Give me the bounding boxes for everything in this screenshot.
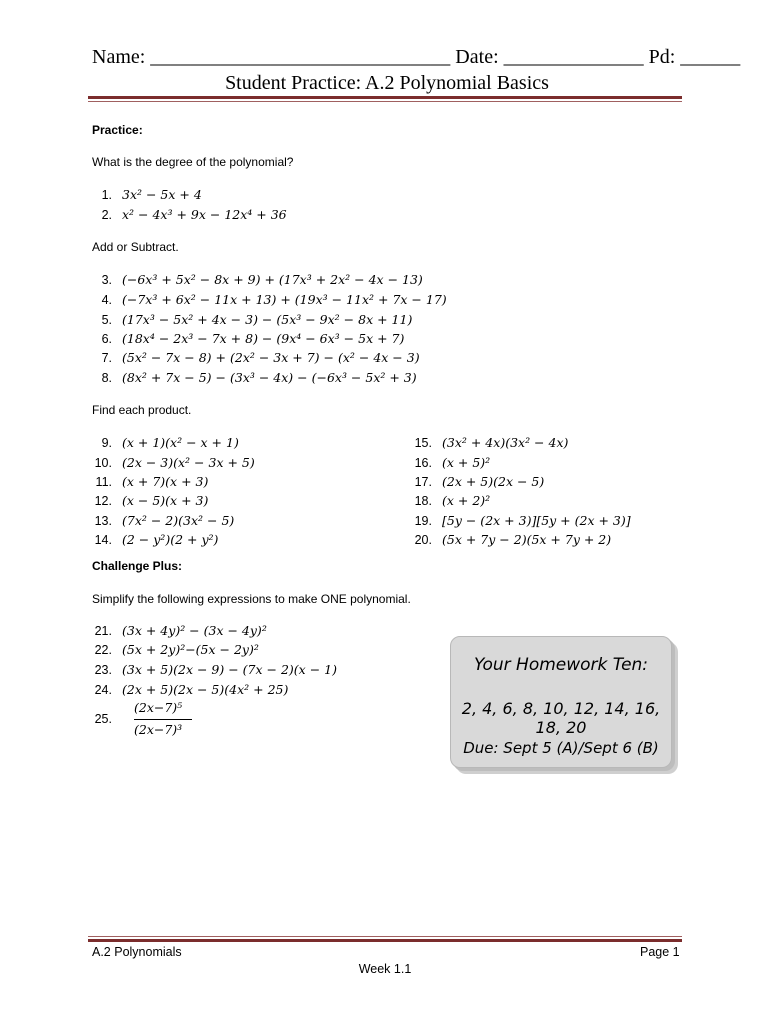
list-item	[88, 454, 255, 472]
item-number: 17.	[414, 475, 432, 489]
item-expression: (18x⁴ − 2x³ − 7x + 8) − (9x⁴ − 6x³ − 5x + 7)	[122, 331, 405, 346]
fraction-numerator: (2x−7)⁵	[134, 700, 183, 715]
item-number: 6.	[101, 332, 112, 346]
list-item	[88, 681, 288, 699]
item-expression: (3x + 5)(2x − 9) − (7x − 2)(x − 1)	[122, 662, 337, 677]
simplify-prompt: Simplify the following expressions to make ONE polynomial.	[92, 592, 411, 606]
homework-note-card	[450, 636, 672, 768]
item-number: 19.	[414, 514, 432, 528]
item-expression: x² − 4x³ + 9x − 12x⁴ + 36	[122, 207, 287, 222]
item-expression: (2 − y²)(2 + y²)	[122, 532, 219, 547]
item-number: 16.	[414, 456, 432, 470]
item-expression: (x − 5)(x + 3)	[122, 493, 209, 508]
homework-note-problems: 2, 4, 6, 8, 10, 12, 14, 16, 18, 20	[461, 699, 661, 737]
header-rule-thin	[88, 101, 682, 102]
item-number: 14.	[94, 533, 112, 547]
item-number: 21.	[94, 624, 112, 638]
list-item	[88, 271, 423, 289]
list-item	[88, 330, 404, 348]
item-number: 13.	[94, 514, 112, 528]
item-number: 4.	[101, 293, 112, 307]
add-subtract-prompt: Add or Subtract.	[92, 240, 179, 254]
item-expression: (5x + 2y)²−(5x − 2y)²	[122, 642, 259, 657]
item-expression: (x + 1)(x² − x + 1)	[122, 435, 239, 450]
item-expression: (7x² − 2)(3x² − 5)	[122, 513, 235, 528]
list-item	[88, 311, 412, 329]
footer-course: A.2 Polynomials	[92, 945, 182, 959]
item-number: 24.	[94, 683, 112, 697]
product-prompt: Find each product.	[92, 403, 192, 417]
list-item	[88, 206, 287, 224]
list-item	[88, 531, 218, 549]
item-number: 8.	[101, 371, 112, 385]
item-expression: (3x + 4y)² − (3x − 4y)²	[122, 623, 267, 638]
item-expression: (3x² + 4x)(3x² − 4x)	[442, 435, 569, 450]
item-expression: (2x − 3)(x² − 3x + 5)	[122, 455, 255, 470]
homework-note-due: Due: Sept 5 (A)/Sept 6 (B)	[463, 739, 659, 757]
list-item	[88, 434, 239, 452]
item-number: 23.	[94, 663, 112, 677]
list-item	[88, 622, 267, 640]
item-number: 12.	[94, 494, 112, 508]
item-number: 10.	[94, 456, 112, 470]
list-item	[88, 291, 447, 309]
practice-heading: Practice:	[92, 123, 143, 137]
list-item	[408, 473, 544, 491]
list-item	[408, 492, 490, 510]
list-item	[88, 349, 420, 367]
list-item	[408, 512, 631, 530]
item-number: 2.	[101, 208, 112, 222]
list-item	[408, 434, 568, 452]
item-expression: (17x³ − 5x² + 4x − 3) − (5x³ − 9x² − 8x + 11)	[122, 312, 413, 327]
item-number: 18.	[414, 494, 432, 508]
item-number: 1.	[101, 188, 112, 202]
item-number: 20.	[414, 533, 432, 547]
item-expression: (x + 7)(x + 3)	[122, 474, 209, 489]
item-number: 3.	[101, 273, 112, 287]
item-number: 22.	[94, 643, 112, 657]
list-item	[408, 531, 611, 549]
list-item	[88, 661, 337, 679]
item-expression: (x + 2)²	[442, 493, 491, 508]
item-expression: (2x + 5)(2x − 5)	[442, 474, 545, 489]
footer-rule-thick	[88, 939, 682, 942]
name-date-period-line: Name: ______________________________ Date: ______________ Pd: ______	[92, 46, 741, 68]
footer-week: Week 1.1	[358, 962, 412, 976]
list-item	[88, 369, 417, 387]
item-expression: 3x² − 5x + 4	[122, 187, 202, 202]
challenge-heading: Challenge Plus:	[92, 559, 183, 573]
item-expression: [5y − (2x + 3)][5y + (2x + 3)]	[442, 513, 631, 528]
list-item	[408, 454, 490, 472]
list-item	[88, 186, 202, 204]
degree-prompt: What is the degree of the polynomial?	[92, 155, 294, 169]
fraction-denominator: (2x−7)³	[134, 722, 183, 737]
page-title: Student Practice: A.2 Polynomial Basics	[225, 72, 549, 94]
item-expression: (5x + 7y − 2)(5x + 7y + 2)	[442, 532, 612, 547]
footer-page-number: Page 1	[640, 945, 680, 959]
item-expression: (8x² + 7x − 5) − (3x³ − 4x) − (−6x³ − 5x² + 3)	[122, 370, 417, 385]
item-number: 15.	[414, 436, 432, 450]
item-number: 5.	[101, 313, 112, 327]
footer-rule-thin	[88, 936, 682, 937]
item-expression: (2x + 5)(2x − 5)(4x² + 25)	[122, 682, 289, 697]
item-number: 11.	[95, 475, 112, 489]
item-expression: (−6x³ + 5x² − 8x + 9) + (17x³ + 2x² − 4x − 13)	[122, 272, 423, 287]
list-item	[88, 512, 234, 530]
item-expression: (−7x³ + 6x² − 11x + 13) + (19x³ − 11x² + 7x − 17)	[122, 292, 447, 307]
list-item	[88, 492, 208, 510]
homework-note-title: Your Homework Ten:	[473, 655, 649, 675]
item-expression: (x + 5)²	[442, 455, 491, 470]
fraction-bar	[134, 719, 192, 720]
header-rule-thick	[88, 96, 682, 99]
item-number: 25.	[94, 712, 112, 726]
list-item	[88, 473, 208, 491]
item-number: 7.	[101, 351, 112, 365]
item-expression: (5x² − 7x − 8) + (2x² − 3x + 7) − (x² − 4x − 3)	[122, 350, 420, 365]
list-item	[88, 641, 259, 659]
item-number: 9.	[101, 436, 112, 450]
